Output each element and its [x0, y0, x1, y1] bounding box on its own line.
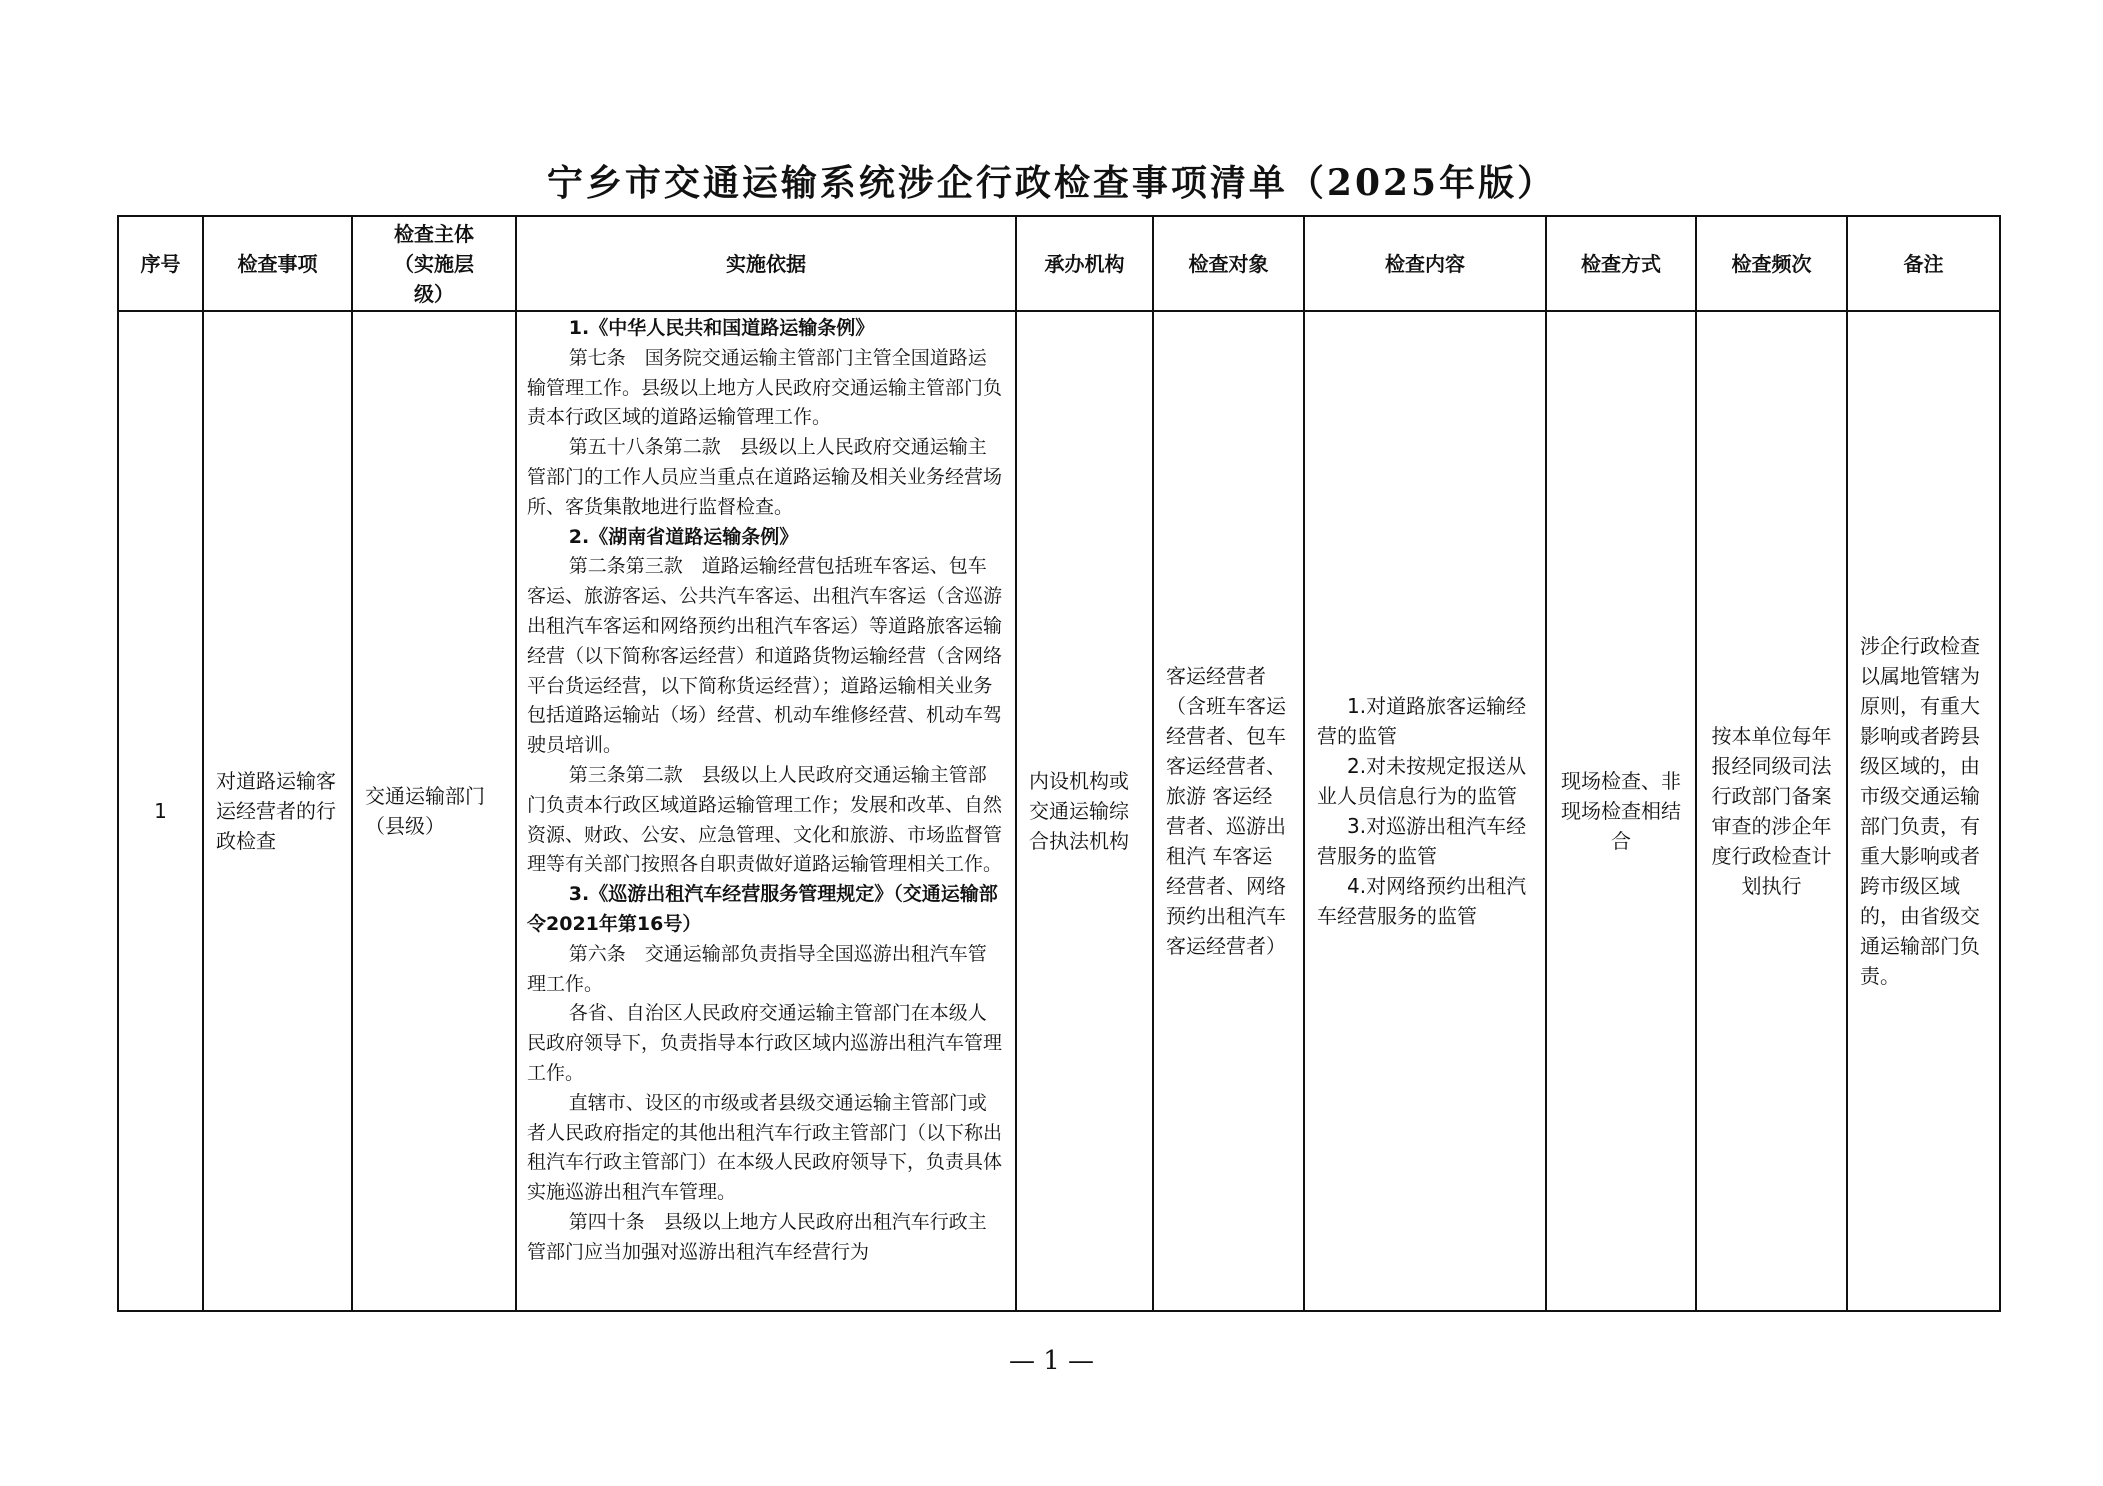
document-title: 宁乡市交通运输系统涉企行政检查事项清单（2025年版） [546, 162, 1557, 204]
header-target: 检查对象 [1153, 216, 1304, 311]
header-frequency: 检查频次 [1696, 216, 1847, 311]
cell-frequency: 按本单位每年报经同级司法行政部门备案审查的涉企年度行政检查计划执行 [1696, 311, 1847, 1311]
header-remark: 备注 [1847, 216, 2000, 311]
content-item: 2.对未按规定报送从业人员信息行为的监管 [1317, 754, 1527, 808]
header-agency: 承办机构 [1016, 216, 1153, 311]
cell-seq: 1 [118, 311, 203, 1311]
basis-law-title: 3.《巡游出租汽车经营服务管理规定》（交通运输部令2021年第16号） [527, 883, 998, 935]
cell-remark: 涉企行政检查以属地管辖为原则，有重大影响或者跨县级区域的，由市级交通运输部门负责，有重大影响或者跨市级区域的，由省级交通运输部门负责。 [1847, 311, 2000, 1311]
basis-law-title: 1.《中华人民共和国道路运输条例》 [568, 317, 875, 339]
cell-subject: 交通运输部门（县级） [352, 311, 516, 1311]
cell-content [1304, 311, 1546, 1311]
table-header-row [118, 216, 2000, 311]
basis-paragraph: 第二条第三款 道路运输经营包括班车客运、包车客运、旅游客运、公共汽车客运、出租汽车客运（含巡游出租汽车客运和网络预约出租汽车客运）等道路旅客运输经营（以下简称客运经营）和道路货物运输经营（含网络平台货运经营，以下简称货运经营）；道路运输相关业务包括道路运输站（场）经营、机动车维修经营、机动车驾驶员培训。 [527, 555, 1003, 757]
basis-paragraph: 第四十条 县级以上地方人民政府出租汽车行政主管部门应当加强对巡游出租汽车经营行为 [527, 1210, 987, 1263]
cell-agency: 内设机构或交通运输综合执法机构 [1016, 311, 1153, 1311]
header-content: 检查内容 [1304, 216, 1546, 311]
cell-target: 客运经营者（含班车客运经营者、包车客运经营者、旅游 客运经营者、巡游出租汽 车客运经营者、网络预约出租汽车客运经营者） [1153, 311, 1304, 1311]
basis-law-title: 2.《湖南省道路运输条例》 [568, 525, 799, 548]
cell-basis [516, 311, 1016, 1311]
content-item: 1.对道路旅客运输经营的监管 [1317, 694, 1527, 748]
page-number: — 1 — [1008, 1346, 1095, 1376]
content-list [1317, 691, 1533, 931]
cell-item: 对道路运输客运经营者的行政检查 [203, 311, 352, 1311]
basis-paragraph: 第三条第二款 县级以上人民政府交通运输主管部门负责本行政区域道路运输管理工作；发展和改革、自然资源、财政、公安、应急管理、文化和旅游、市场监督管理等有关部门按照各自职责做好道路运输管理相关工作。 [527, 763, 1003, 876]
inspection-table [117, 215, 2001, 1312]
header-item: 检查事项 [203, 216, 352, 311]
basis-paragraph: 直辖市、设区的市级或者县级交通运输主管部门或者人民政府指定的其他出租汽车行政主管部门（以下称出租汽车行政主管部门）在本级人民政府领导下，负责具体实施巡游出租汽车管理。 [527, 1091, 1003, 1204]
content-item: 4.对网络预约出租汽车经营服务的监管 [1317, 874, 1527, 928]
header-method: 检查方式 [1546, 216, 1696, 311]
header-basis: 实施依据 [516, 216, 1016, 311]
basis-paragraph: 第五十八条第二款 县级以上人民政府交通运输主管部门的工作人员应当重点在道路运输及相关业务经营场所、客货集散地进行监督检查。 [527, 436, 1003, 518]
header-subject: 检查主体（实施层级） [352, 216, 516, 311]
table-row [118, 311, 2000, 1311]
cell-method: 现场检查、非现场检查相结合 [1546, 311, 1696, 1311]
basis-paragraph: 各省、自治区人民政府交通运输主管部门在本级人民政府领导下，负责指导本行政区域内巡游出租汽车管理工作。 [527, 1002, 1003, 1084]
basis-text [527, 314, 1005, 1310]
header-seq: 序号 [118, 216, 203, 311]
content-item: 3.对巡游出租汽车经营服务的监管 [1317, 814, 1527, 868]
basis-paragraph: 第七条 国务院交通运输主管部门主管全国道路运输管理工作。县级以上地方人民政府交通运输主管部门负责本行政区域的道路运输管理工作。 [527, 346, 1003, 429]
basis-paragraph: 第六条 交通运输部负责指导全国巡游出租汽车管理工作。 [527, 942, 987, 995]
